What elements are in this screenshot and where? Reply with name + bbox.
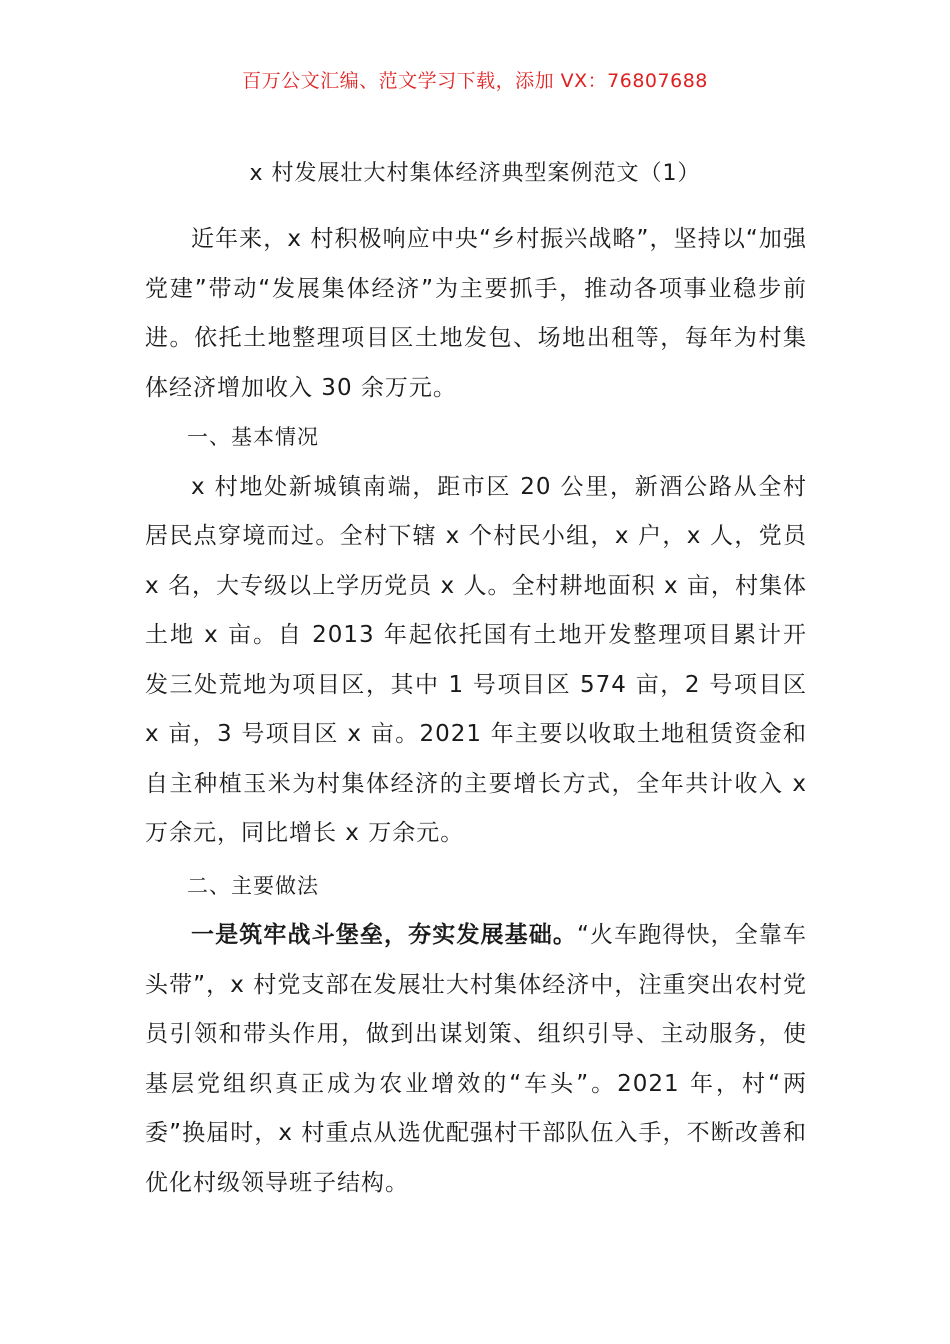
header-note: 百万公文汇编、范文学习下载，添加 VX：76807688 xyxy=(242,70,708,92)
document-body xyxy=(145,215,807,1208)
main-practices-paragraph xyxy=(145,911,807,1208)
practice-body-text: “火车跑得快，全靠车头带”，x 村党支部在发展壮大村集体经济中，注重突出农村党员引领和带头作用，做到出谋划策、组织引导、主动服务，使基层党组织真正成为农业增效的“车头”。2021 年，村“两委”换届时，x 村重点从选优配强村干部队伍入手，不断改善和优化村级领导班子结构。 xyxy=(145,922,808,1196)
basic-info-paragraph: x 村地处新城镇南端，距市区 20 公里，新酒公路从全村居民点穿境而过。全村下辖 x 个村民小组，x 户，x 人，党员 x 名，大专级以上学历党员 x 人。全村耕地面积 x 亩，村集体土地 x 亩。自 2013 年起依托国有土地开发整理项目累计开发三处荒地为项目区，其中 1 号项目区 574 亩，2 号项目区 x 亩，3 号项目区 x 亩。2021 年主要以收取土地租赁资金和自主种植玉米为村集体经济的主要增长方式，全年共计收入 x 万余元，同比增长 x 万余元。 xyxy=(145,473,807,846)
practice-lead-bold: 一是筑牢战斗堡垒，夯实发展基础。 xyxy=(191,922,577,948)
section-heading-main-practices: 二、主要做法 xyxy=(187,873,319,898)
section-heading-basic-info: 一、基本情况 xyxy=(187,425,319,449)
intro-paragraph: 近年来，x 村积极响应中央“乡村振兴战略”，坚持以“加强党建”带动“发展集体经济”为主要抓手，推动各项事业稳步前进。依托土地整理项目区土地发包、场地出租等，每年为村集体经济增加收入 30 余万元。 xyxy=(145,226,807,401)
document-title: x 村发展壮大村集体经济典型案例范文（1） xyxy=(249,161,701,186)
